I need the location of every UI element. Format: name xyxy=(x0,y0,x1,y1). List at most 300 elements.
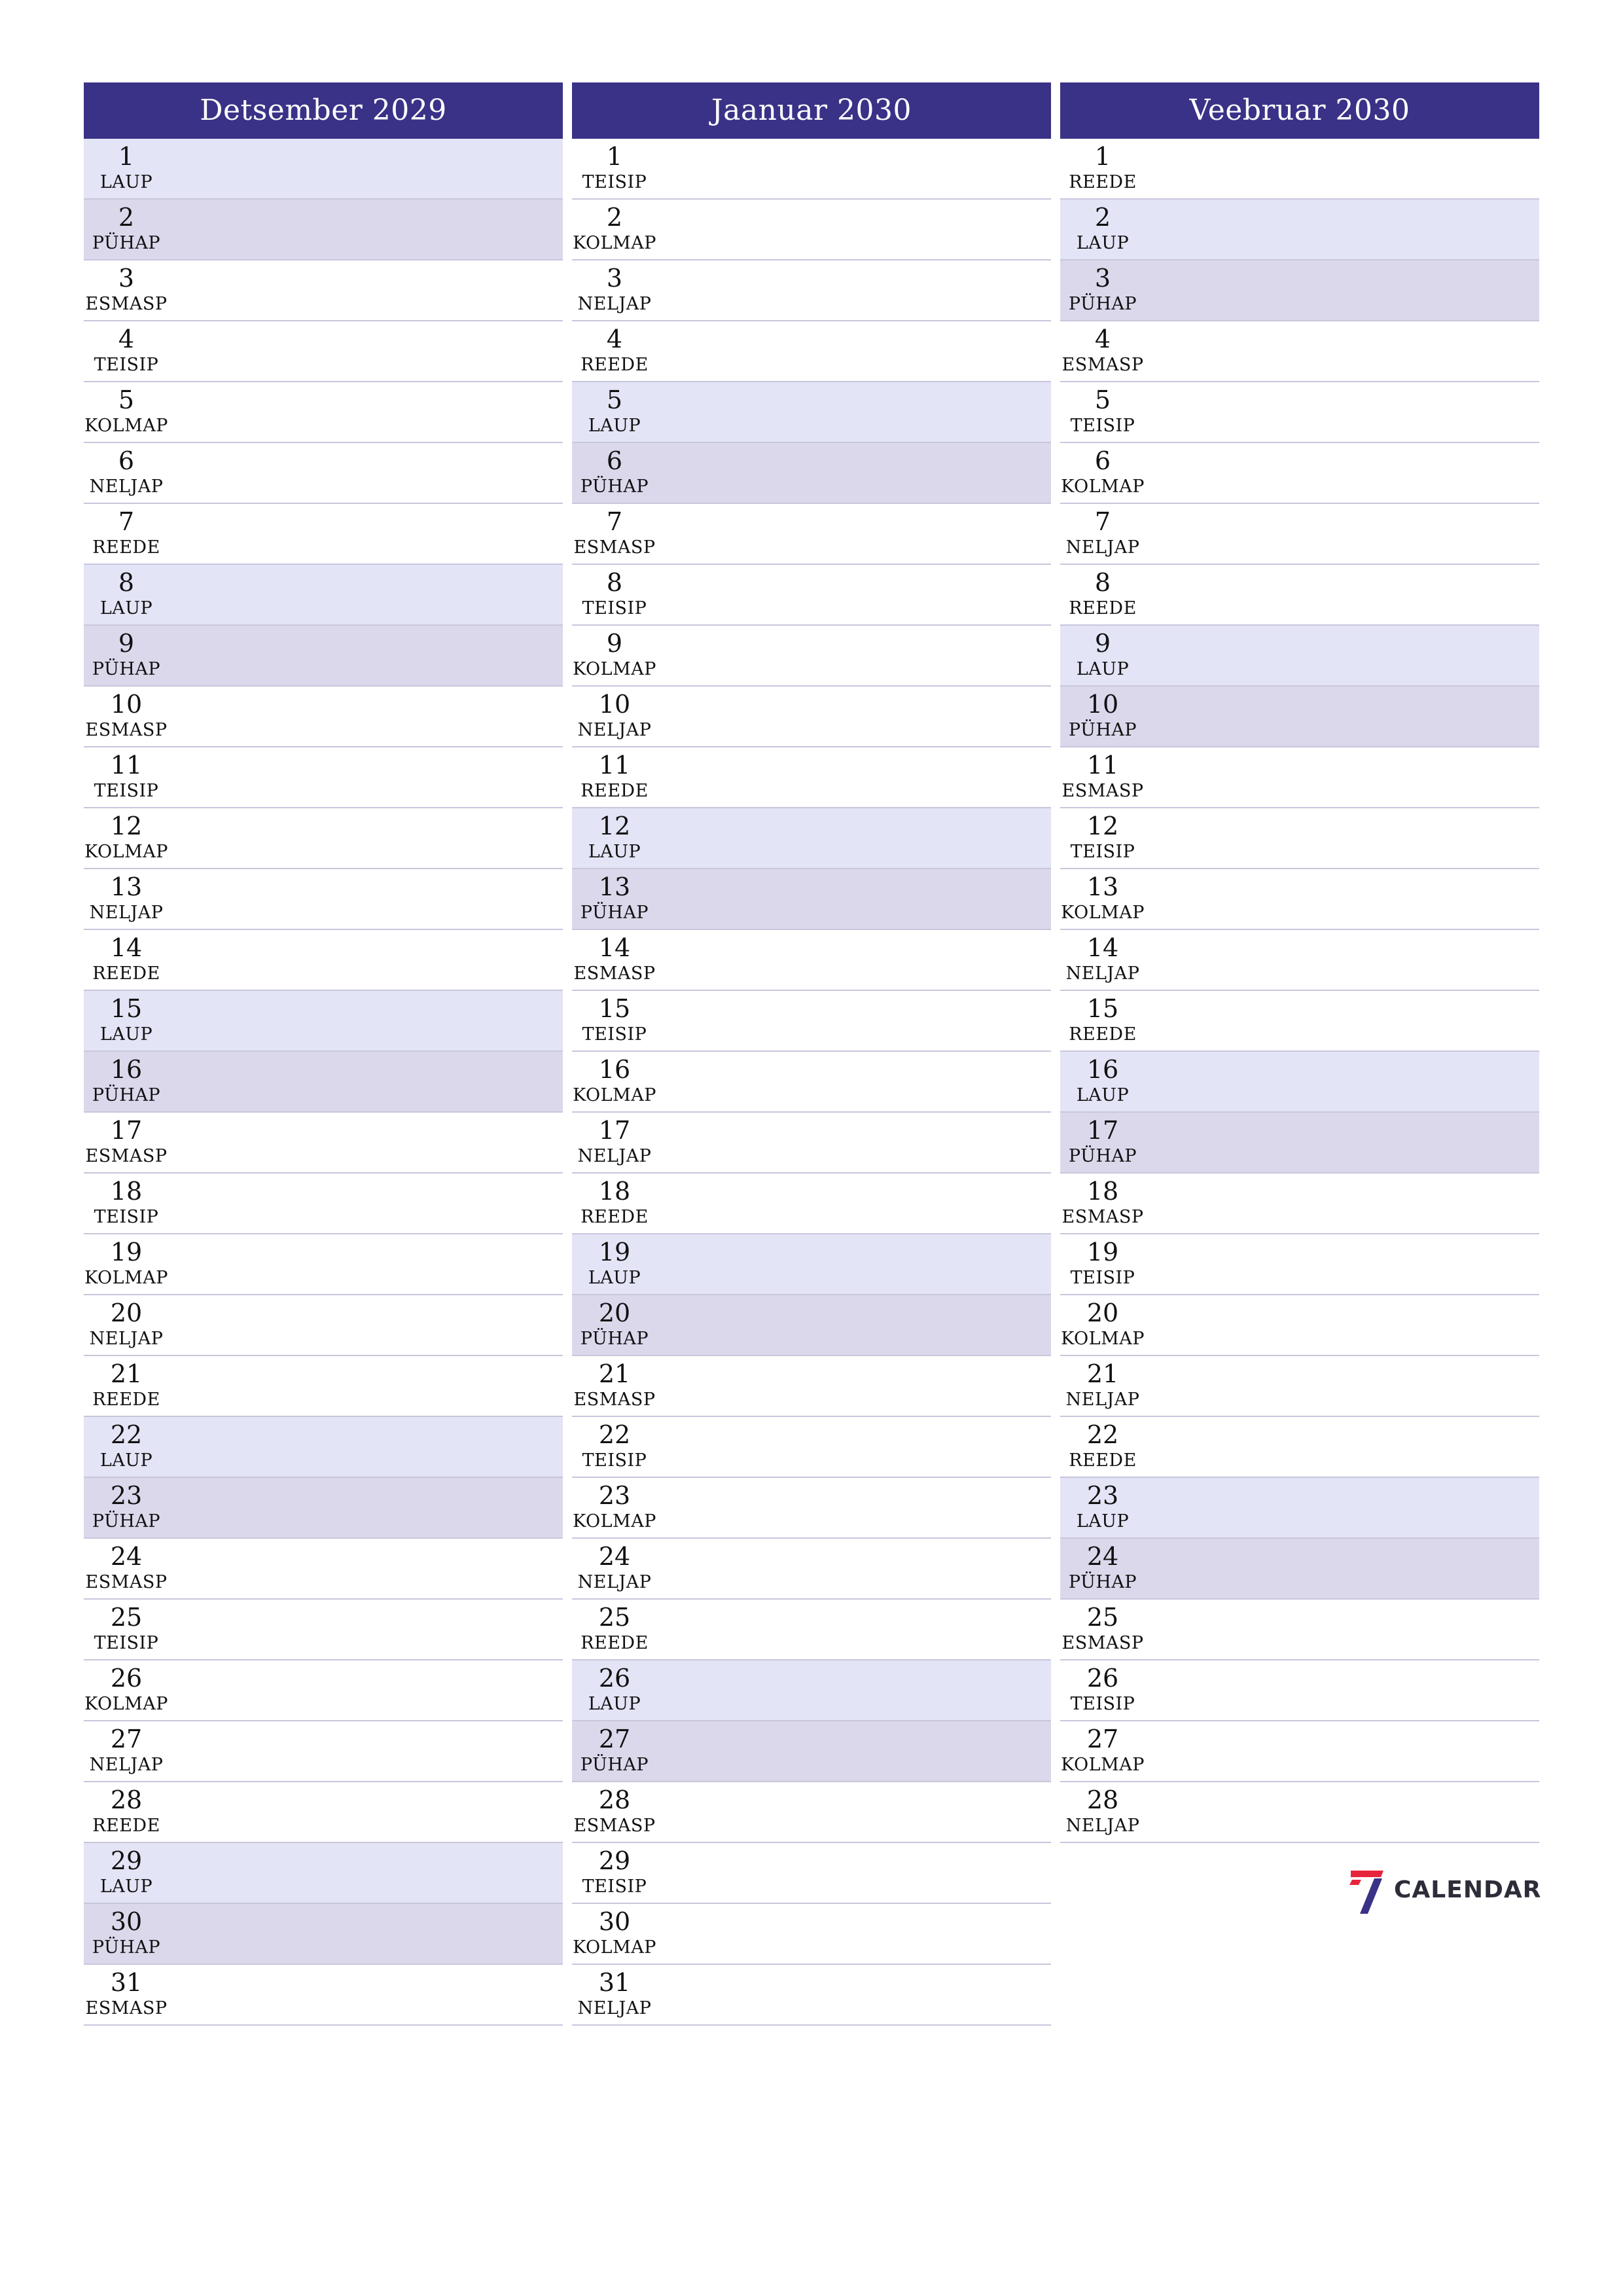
day-cell xyxy=(572,747,657,807)
day-row xyxy=(572,139,1051,200)
day-number: 28 xyxy=(598,1785,631,1814)
day-cell xyxy=(84,626,169,685)
day-row xyxy=(84,687,563,747)
day-number: 20 xyxy=(1086,1299,1119,1327)
weekday-name: ESMASP xyxy=(573,1390,656,1410)
day-cell xyxy=(572,200,657,259)
day-cell xyxy=(572,1660,657,1720)
weekday-name: TEISIP xyxy=(94,355,159,375)
day-number: 27 xyxy=(598,1725,631,1753)
day-row xyxy=(84,626,563,687)
day-number: 3 xyxy=(606,264,623,293)
day-list xyxy=(572,139,1051,2026)
day-number: 23 xyxy=(1086,1481,1119,1510)
day-row xyxy=(1060,1539,1539,1600)
day-row xyxy=(1060,1417,1539,1478)
day-number: 25 xyxy=(110,1603,143,1632)
day-row xyxy=(1060,1295,1539,1356)
day-cell xyxy=(572,1417,657,1477)
day-row xyxy=(84,260,563,321)
weekday-name: KOLMAP xyxy=(1061,1755,1145,1775)
day-number: 26 xyxy=(1086,1664,1119,1693)
day-number: 25 xyxy=(1086,1603,1119,1632)
day-row xyxy=(1060,991,1539,1052)
weekday-name: LAUP xyxy=(588,842,641,862)
day-row xyxy=(1060,321,1539,382)
day-row xyxy=(572,930,1051,991)
day-cell xyxy=(572,1539,657,1598)
day-cell xyxy=(1060,1660,1145,1720)
weekday-name: REEDE xyxy=(1069,172,1137,192)
day-row xyxy=(84,1174,563,1234)
day-row xyxy=(572,808,1051,869)
day-number: 8 xyxy=(606,568,623,597)
day-cell xyxy=(84,1782,169,1842)
day-cell xyxy=(1060,869,1145,929)
day-row xyxy=(1060,1113,1539,1174)
day-number: 7 xyxy=(1094,507,1111,536)
day-row xyxy=(572,991,1051,1052)
day-number: 22 xyxy=(110,1420,143,1449)
weekday-name: NELJAP xyxy=(89,1329,164,1349)
weekday-name: REEDE xyxy=(580,781,649,801)
day-row xyxy=(84,1965,563,2026)
day-cell xyxy=(84,1234,169,1294)
day-cell xyxy=(572,1295,657,1355)
weekday-name: NELJAP xyxy=(1065,963,1140,984)
day-cell xyxy=(84,1052,169,1111)
weekday-name: KOLMAP xyxy=(573,659,656,679)
day-row xyxy=(1060,200,1539,260)
day-cell xyxy=(1060,321,1145,381)
weekday-name: ESMASP xyxy=(573,537,656,558)
day-number: 18 xyxy=(110,1177,143,1206)
weekday-name: PÜHAP xyxy=(92,1085,161,1105)
day-row xyxy=(84,1295,563,1356)
day-number: 21 xyxy=(1086,1359,1119,1388)
weekday-name: LAUP xyxy=(99,1450,153,1471)
weekday-name: PÜHAP xyxy=(580,903,649,923)
weekday-name: KOLMAP xyxy=(84,842,168,862)
day-number: 10 xyxy=(598,690,631,719)
weekday-name: REEDE xyxy=(580,355,649,375)
day-number: 16 xyxy=(598,1055,631,1084)
day-row xyxy=(84,321,563,382)
day-cell xyxy=(572,1965,657,2024)
weekday-name: NELJAP xyxy=(577,1146,652,1166)
day-number: 30 xyxy=(110,1907,143,1936)
weekday-name: TEISIP xyxy=(94,781,159,801)
day-row xyxy=(84,747,563,808)
weekday-name: ESMASP xyxy=(1061,355,1144,375)
day-number: 31 xyxy=(110,1968,143,1997)
day-number: 26 xyxy=(110,1664,143,1693)
weekday-name: NELJAP xyxy=(1065,537,1140,558)
day-row xyxy=(1060,747,1539,808)
day-number: 22 xyxy=(1086,1420,1119,1449)
day-number: 14 xyxy=(1086,933,1119,962)
day-row xyxy=(1060,443,1539,504)
day-cell xyxy=(84,200,169,259)
day-row xyxy=(1060,626,1539,687)
weekday-name: REEDE xyxy=(1069,598,1137,619)
day-number: 20 xyxy=(110,1299,143,1327)
day-row xyxy=(84,1721,563,1782)
weekday-name: REEDE xyxy=(580,1207,649,1227)
day-number: 13 xyxy=(110,872,143,901)
day-cell xyxy=(84,1417,169,1477)
day-number: 21 xyxy=(110,1359,143,1388)
day-row xyxy=(84,200,563,260)
day-cell xyxy=(1060,1539,1145,1598)
day-cell xyxy=(572,443,657,503)
weekday-name: PÜHAP xyxy=(580,1755,649,1775)
day-number: 14 xyxy=(110,933,143,962)
day-row xyxy=(84,443,563,504)
day-cell xyxy=(1060,443,1145,503)
day-row xyxy=(84,808,563,869)
month-title: Jaanuar 2030 xyxy=(572,82,1051,139)
weekday-name: NELJAP xyxy=(89,903,164,923)
day-cell xyxy=(572,626,657,685)
month-title: Veebruar 2030 xyxy=(1060,82,1539,139)
weekday-name: PÜHAP xyxy=(580,476,649,497)
day-number: 19 xyxy=(1086,1238,1119,1266)
day-number: 17 xyxy=(1086,1116,1119,1145)
weekday-name: KOLMAP xyxy=(84,1268,168,1288)
day-cell xyxy=(572,1600,657,1659)
day-row xyxy=(572,382,1051,443)
day-cell xyxy=(1060,382,1145,442)
day-row xyxy=(572,687,1051,747)
day-cell xyxy=(84,1174,169,1233)
day-number: 29 xyxy=(110,1846,143,1875)
day-number: 5 xyxy=(118,386,135,414)
day-number: 15 xyxy=(1086,994,1119,1023)
day-number: 11 xyxy=(598,751,631,780)
calendar-logo xyxy=(1348,1864,1542,1916)
day-cell xyxy=(572,1113,657,1172)
weekday-name: REEDE xyxy=(1069,1450,1137,1471)
day-list xyxy=(84,139,563,2026)
day-row xyxy=(1060,1721,1539,1782)
weekday-name: NELJAP xyxy=(577,1998,652,2018)
weekday-name: PÜHAP xyxy=(1068,1146,1137,1166)
day-cell xyxy=(1060,808,1145,868)
day-cell xyxy=(572,1843,657,1903)
day-row xyxy=(84,1234,563,1295)
day-row xyxy=(1060,930,1539,991)
day-number: 13 xyxy=(598,872,631,901)
day-number: 27 xyxy=(110,1725,143,1753)
weekday-name: PÜHAP xyxy=(92,233,161,253)
weekday-name: KOLMAP xyxy=(573,1085,656,1105)
day-row xyxy=(572,1660,1051,1721)
day-cell xyxy=(84,869,169,929)
day-row xyxy=(572,626,1051,687)
day-number: 15 xyxy=(110,994,143,1023)
day-number: 20 xyxy=(598,1299,631,1327)
day-cell xyxy=(572,991,657,1050)
day-number: 10 xyxy=(1086,690,1119,719)
day-row xyxy=(1060,1052,1539,1113)
day-row xyxy=(84,930,563,991)
day-cell xyxy=(572,1234,657,1294)
day-cell xyxy=(84,1904,169,1964)
day-number: 22 xyxy=(598,1420,631,1449)
day-number: 19 xyxy=(110,1238,143,1266)
weekday-name: ESMASP xyxy=(85,294,168,314)
weekday-name: LAUP xyxy=(1076,233,1130,253)
weekday-name: TEISIP xyxy=(1070,842,1135,862)
day-number: 3 xyxy=(1094,264,1111,293)
day-row xyxy=(84,1539,563,1600)
day-number: 4 xyxy=(1094,325,1111,353)
day-row xyxy=(1060,565,1539,626)
weekday-name: LAUP xyxy=(588,1694,641,1714)
day-number: 27 xyxy=(1086,1725,1119,1753)
day-row xyxy=(572,200,1051,260)
day-number: 4 xyxy=(118,325,135,353)
day-row xyxy=(84,1660,563,1721)
day-number: 19 xyxy=(598,1238,631,1266)
day-cell xyxy=(572,1356,657,1416)
day-number: 23 xyxy=(110,1481,143,1510)
day-cell xyxy=(84,808,169,868)
day-row xyxy=(84,1904,563,1965)
day-number: 6 xyxy=(1094,446,1111,475)
day-row xyxy=(1060,869,1539,930)
day-row xyxy=(1060,1234,1539,1295)
month-column-january-2030 xyxy=(572,82,1051,2026)
weekday-name: ESMASP xyxy=(1061,781,1144,801)
day-number: 29 xyxy=(598,1846,631,1875)
day-cell xyxy=(1060,1234,1145,1294)
day-row xyxy=(84,565,563,626)
day-cell xyxy=(84,565,169,624)
weekday-name: KOLMAP xyxy=(573,233,656,253)
day-number: 26 xyxy=(598,1664,631,1693)
day-number: 2 xyxy=(118,203,135,232)
day-row xyxy=(84,1113,563,1174)
day-row xyxy=(1060,1660,1539,1721)
day-number: 1 xyxy=(606,142,623,171)
day-cell xyxy=(1060,687,1145,746)
day-cell xyxy=(84,382,169,442)
day-number: 9 xyxy=(1094,629,1111,658)
day-number: 2 xyxy=(1094,203,1111,232)
day-cell xyxy=(572,1478,657,1537)
weekday-name: LAUP xyxy=(588,416,641,436)
day-cell xyxy=(84,1721,169,1781)
weekday-name: TEISIP xyxy=(94,1207,159,1227)
day-cell xyxy=(1060,1052,1145,1111)
day-number: 11 xyxy=(110,751,143,780)
day-cell xyxy=(1060,1113,1145,1172)
month-column-december-2029 xyxy=(84,82,563,2026)
day-cell xyxy=(84,687,169,746)
weekday-name: PÜHAP xyxy=(1068,294,1137,314)
weekday-name: LAUP xyxy=(588,1268,641,1288)
day-row xyxy=(84,1478,563,1539)
day-number: 6 xyxy=(118,446,135,475)
day-number: 17 xyxy=(110,1116,143,1145)
day-row xyxy=(1060,808,1539,869)
day-cell xyxy=(84,260,169,320)
weekday-name: TEISIP xyxy=(582,598,647,619)
day-cell xyxy=(84,1660,169,1720)
weekday-name: LAUP xyxy=(1076,1511,1130,1532)
day-row xyxy=(572,1295,1051,1356)
weekday-name: KOLMAP xyxy=(1061,476,1145,497)
day-cell xyxy=(572,930,657,990)
month-title: Detsember 2029 xyxy=(84,82,563,139)
day-row xyxy=(84,1600,563,1660)
day-number: 15 xyxy=(598,994,631,1023)
day-number: 5 xyxy=(1094,386,1111,414)
weekday-name: REEDE xyxy=(92,1390,160,1410)
day-number: 3 xyxy=(118,264,135,293)
day-row xyxy=(1060,260,1539,321)
day-number: 21 xyxy=(598,1359,631,1388)
weekday-name: ESMASP xyxy=(1061,1633,1144,1653)
day-row xyxy=(572,1234,1051,1295)
day-cell xyxy=(1060,1174,1145,1233)
day-number: 7 xyxy=(606,507,623,536)
day-cell xyxy=(84,747,169,807)
weekday-name: PÜHAP xyxy=(92,659,161,679)
day-number: 28 xyxy=(1086,1785,1119,1814)
day-row xyxy=(1060,687,1539,747)
day-row xyxy=(572,1843,1051,1904)
day-cell xyxy=(84,1600,169,1659)
weekday-name: ESMASP xyxy=(85,1572,168,1592)
day-cell xyxy=(572,1721,657,1781)
weekday-name: PÜHAP xyxy=(92,1937,161,1958)
weekday-name: REEDE xyxy=(92,537,160,558)
day-row xyxy=(572,504,1051,565)
weekday-name: LAUP xyxy=(99,172,153,192)
day-row xyxy=(1060,1174,1539,1234)
day-cell xyxy=(1060,565,1145,624)
day-cell xyxy=(572,321,657,381)
day-number: 1 xyxy=(1094,142,1111,171)
day-row xyxy=(572,1600,1051,1660)
day-row xyxy=(572,443,1051,504)
day-cell xyxy=(1060,1782,1145,1842)
day-number: 16 xyxy=(1086,1055,1119,1084)
day-row xyxy=(572,565,1051,626)
weekday-name: LAUP xyxy=(99,1876,153,1897)
weekday-name: TEISIP xyxy=(582,1876,647,1897)
day-cell xyxy=(572,687,657,746)
weekday-name: TEISIP xyxy=(94,1633,159,1653)
day-number: 28 xyxy=(110,1785,143,1814)
day-cell xyxy=(572,1904,657,1964)
weekday-name: TEISIP xyxy=(1070,416,1135,436)
weekday-name: PÜHAP xyxy=(580,1329,649,1349)
day-cell xyxy=(1060,1721,1145,1781)
day-number: 6 xyxy=(606,446,623,475)
day-number: 31 xyxy=(598,1968,631,1997)
day-number: 25 xyxy=(598,1603,631,1632)
day-cell xyxy=(1060,930,1145,990)
day-cell xyxy=(1060,1356,1145,1416)
day-cell xyxy=(572,1174,657,1233)
day-number: 16 xyxy=(110,1055,143,1084)
day-row xyxy=(572,1478,1051,1539)
day-cell xyxy=(84,1295,169,1355)
weekday-name: TEISIP xyxy=(582,1024,647,1045)
day-cell xyxy=(572,565,657,624)
weekday-name: NELJAP xyxy=(1065,1816,1140,1836)
weekday-name: REEDE xyxy=(1069,1024,1137,1045)
weekday-name: KOLMAP xyxy=(84,1694,168,1714)
day-number: 7 xyxy=(118,507,135,536)
weekday-name: NELJAP xyxy=(577,294,652,314)
day-cell xyxy=(84,1965,169,2024)
day-row xyxy=(572,1052,1051,1113)
day-number: 12 xyxy=(110,812,143,840)
seven-icon xyxy=(1348,1864,1387,1916)
day-number: 12 xyxy=(598,812,631,840)
weekday-name: ESMASP xyxy=(573,963,656,984)
day-number: 8 xyxy=(118,568,135,597)
day-cell xyxy=(84,1478,169,1537)
weekday-name: NELJAP xyxy=(577,1572,652,1592)
day-cell xyxy=(1060,1295,1145,1355)
weekday-name: LAUP xyxy=(1076,659,1130,679)
day-row xyxy=(572,1113,1051,1174)
day-number: 18 xyxy=(598,1177,631,1206)
day-row xyxy=(572,1539,1051,1600)
day-row xyxy=(1060,139,1539,200)
day-cell xyxy=(84,443,169,503)
logo-text: CALENDAR xyxy=(1394,1876,1542,1903)
day-number: 2 xyxy=(606,203,623,232)
day-row xyxy=(572,321,1051,382)
day-cell xyxy=(572,1052,657,1111)
day-number: 8 xyxy=(1094,568,1111,597)
weekday-name: TEISIP xyxy=(1070,1694,1135,1714)
day-cell xyxy=(1060,747,1145,807)
day-cell xyxy=(1060,504,1145,564)
day-cell xyxy=(1060,1600,1145,1659)
weekday-name: TEISIP xyxy=(1070,1268,1135,1288)
weekday-name: ESMASP xyxy=(85,720,168,740)
day-cell xyxy=(572,808,657,868)
weekday-name: ESMASP xyxy=(1061,1207,1144,1227)
day-cell xyxy=(572,869,657,929)
day-number: 12 xyxy=(1086,812,1119,840)
weekday-name: NELJAP xyxy=(577,720,652,740)
day-cell xyxy=(1060,626,1145,685)
day-cell xyxy=(572,139,657,198)
day-cell xyxy=(84,1356,169,1416)
day-number: 13 xyxy=(1086,872,1119,901)
day-cell xyxy=(572,260,657,320)
day-row xyxy=(572,1174,1051,1234)
weekday-name: KOLMAP xyxy=(573,1511,656,1532)
weekday-name: LAUP xyxy=(99,1024,153,1045)
day-cell xyxy=(572,382,657,442)
day-cell xyxy=(572,504,657,564)
weekday-name: PÜHAP xyxy=(1068,720,1137,740)
day-cell xyxy=(1060,139,1145,198)
day-row xyxy=(84,1782,563,1843)
day-row xyxy=(84,504,563,565)
weekday-name: LAUP xyxy=(99,598,153,619)
